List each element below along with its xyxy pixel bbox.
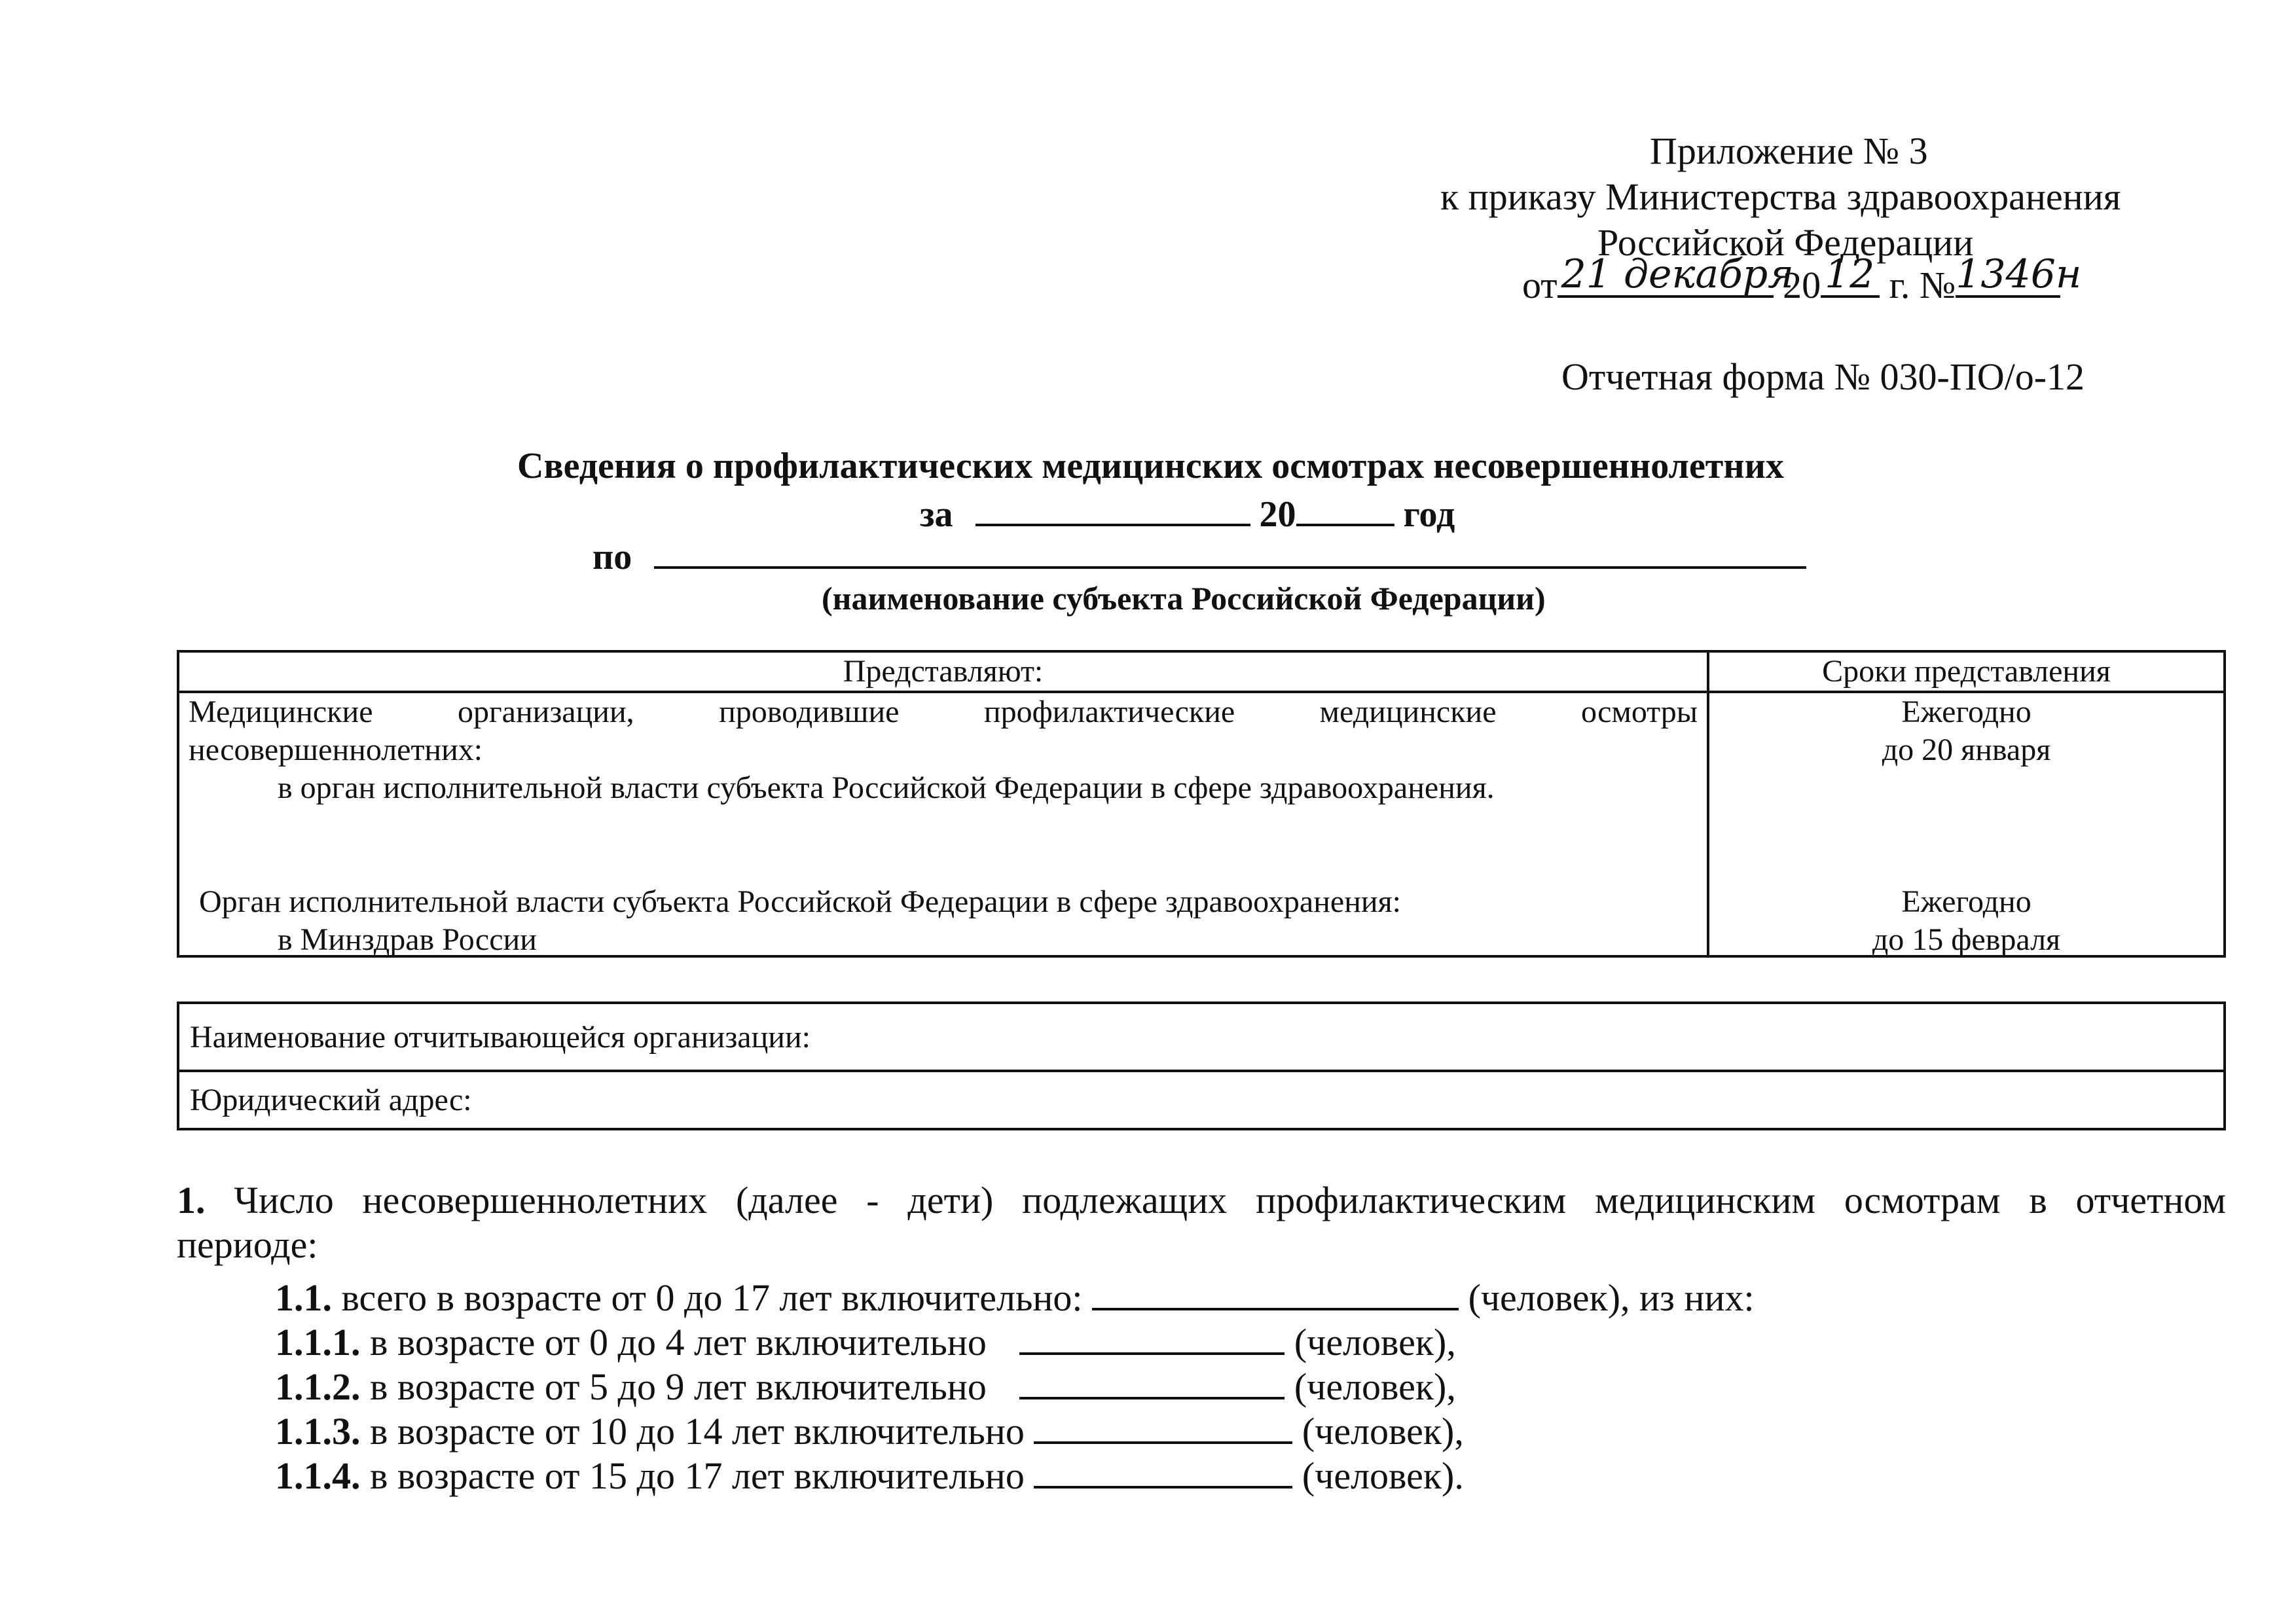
legal-address-label: Юридический адрес: — [178, 1071, 2225, 1129]
count-field — [1034, 1453, 1292, 1489]
item-text: в возрасте от 0 до 4 лет включительно — [370, 1321, 987, 1363]
date-field — [1558, 251, 1794, 298]
subject-line — [592, 533, 1806, 578]
year-field — [1821, 251, 1880, 298]
section1-line1 — [177, 1178, 2226, 1223]
deadlines-cell — [1708, 692, 2225, 956]
row1-deadline1: Ежегодно — [1901, 695, 2032, 729]
order-reference: к приказу Министерства здравоохранения — [1440, 175, 2121, 218]
organization-table — [177, 1001, 2226, 1130]
item-number: 1.1.4. — [275, 1454, 361, 1497]
item-1-1-1 — [275, 1320, 1456, 1365]
item-suffix: (человек), — [1302, 1410, 1464, 1453]
year-prefix: 20 — [1783, 264, 1821, 306]
item-number: 1.1. — [275, 1276, 332, 1319]
item-1-1-3 — [275, 1409, 1464, 1454]
document-title: Сведения о профилактических медицинских осмотрах несовершеннолетних — [517, 446, 1784, 486]
submission-table — [177, 650, 2226, 958]
period-field — [975, 491, 1250, 526]
item-1-1-4 — [275, 1453, 1464, 1498]
submit-header: Представляют: — [178, 651, 1708, 692]
number-handwritten: 1346н — [1956, 251, 2082, 297]
item-text: в возрасте от 5 до 9 лет включительно — [370, 1365, 987, 1408]
count-field — [1092, 1275, 1459, 1310]
section1-line2: периоде: — [177, 1223, 318, 1266]
section1-number: 1. — [177, 1179, 206, 1221]
count-field — [1019, 1320, 1285, 1355]
item-text: всего в возрасте от 0 до 17 лет включительно: — [341, 1276, 1083, 1319]
subject-caption: (наименование субъекта Российской Федерации) — [822, 580, 1546, 617]
order-date-line — [1522, 251, 2082, 309]
item-suffix: (человек), — [1294, 1321, 1456, 1363]
appendix-number: Приложение № 3 — [1650, 130, 1928, 172]
row2-deadline1: Ежегодно — [1901, 884, 2032, 919]
item-1-1 — [275, 1275, 1755, 1320]
item-suffix: (человек), из них: — [1468, 1276, 1755, 1319]
count-field — [1034, 1409, 1292, 1444]
item-1-1-2 — [275, 1364, 1456, 1409]
row1-deadline2: до 20 января — [1882, 732, 2051, 767]
item-number: 1.1.1. — [275, 1321, 361, 1363]
form-number: Отчетная форма № 030-ПО/о-12 — [1561, 355, 2085, 398]
deadline-header: Сроки представления — [1708, 651, 2225, 692]
item-text: в возрасте от 10 до 14 лет включительно — [370, 1410, 1025, 1453]
row2-recipient: в Минздрав России — [278, 922, 537, 957]
subject-field — [654, 533, 1806, 569]
row1-recipient: в орган исполнительной власти субъекта Российской Федерации в сфере здравоохранения. — [278, 770, 1495, 805]
row1-org-line1: Медицинские организации, проводившие профилактические медицинские осмотры — [189, 695, 1698, 729]
row2-deadline2: до 15 февраля — [1872, 922, 2061, 957]
year-blank — [1296, 491, 1394, 526]
date-prefix: от — [1522, 264, 1558, 306]
year-handwritten: 12 — [1825, 251, 1875, 297]
item-suffix: (человек). — [1302, 1454, 1464, 1497]
item-text: в возрасте от 15 до 17 лет включительно — [370, 1454, 1025, 1497]
federation-line: Российской Федерации — [1597, 221, 1974, 264]
item-number: 1.1.3. — [275, 1410, 361, 1453]
section1-text: Число несовершеннолетних (далее - дети) подлежащих профилактическим медицинским осмотрам в отчетном — [234, 1179, 2227, 1221]
twenty-label: 20 — [1259, 494, 1296, 535]
za-label: за — [920, 494, 953, 535]
date-handwritten: 21 декабря — [1561, 251, 1794, 297]
item-suffix: (человек), — [1294, 1365, 1456, 1408]
submitters-cell — [178, 692, 1708, 956]
section1-intro — [177, 1178, 2226, 1267]
period-line — [920, 491, 1455, 535]
row1-org-line2: несовершеннолетних: — [189, 732, 483, 767]
number-label: г. № — [1889, 264, 1956, 306]
po-label: по — [592, 537, 632, 577]
row2-org: Орган исполнительной власти субъекта Российской Федерации в сфере здравоохранения: — [199, 884, 1401, 919]
count-field — [1019, 1364, 1285, 1399]
org-name-label: Наименование отчитывающейся организации: — [178, 1003, 2225, 1071]
god-label: год — [1403, 494, 1455, 535]
number-field — [1956, 251, 2082, 298]
item-number: 1.1.2. — [275, 1365, 361, 1408]
